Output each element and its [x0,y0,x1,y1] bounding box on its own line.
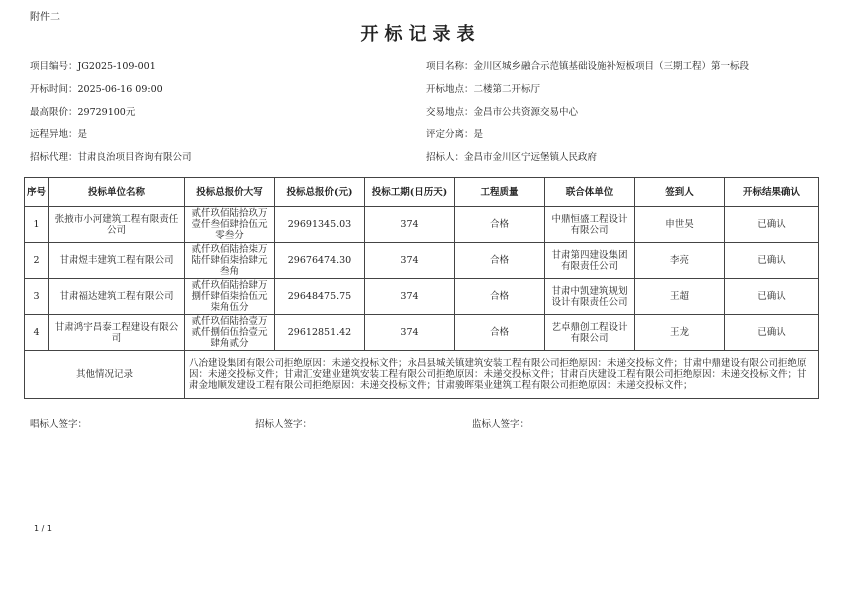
cell-quality: 合格 [455,243,545,279]
cell-confirm: 已确认 [725,315,819,351]
cell-index: 1 [25,207,49,243]
cell-price-words: 贰仟玖佰陆拾肆万捌仟肆佰柒拾伍元柒角伍分 [185,279,275,315]
cell-quality: 合格 [455,279,545,315]
table-row [25,243,819,279]
cell-bidder: 甘肃煜丰建筑工程有限公司 [49,243,185,279]
cell-quality: 合格 [455,207,545,243]
cell-confirm: 已确认 [725,207,819,243]
tenderee-signature: 招标人签字： [255,419,313,430]
cell-duration: 374 [365,315,455,351]
bid-opening-table [24,177,819,399]
table-row [25,279,819,315]
cell-bidder: 张掖市小河建筑工程有限责任公司 [49,207,185,243]
cell-duration: 374 [365,243,455,279]
cell-price: 29676474.30 [275,243,365,279]
cell-consortium: 艺卓鼎创工程设计有限公司 [545,315,635,351]
cell-confirm: 已确认 [725,243,819,279]
other-info-row [25,351,819,399]
header-duration: 投标工期(日历天) [365,178,455,207]
header-confirm: 开标结果确认 [725,178,819,207]
page-title: 开标记录表 [360,24,481,45]
header-signer: 签到人 [635,178,725,207]
cell-index: 2 [25,243,49,279]
remote-location: 远程异地：是 [30,129,88,140]
attachment-label: 附件二 [30,12,60,23]
header-index: 序号 [25,178,49,207]
max-price: 最高限价：29729100元 [30,107,136,118]
cell-bidder: 甘肃鸿宇昌泰工程建设有限公司 [49,315,185,351]
cell-consortium: 中鼎恒盛工程设计有限公司 [545,207,635,243]
other-info-label: 其他情况记录 [25,351,185,399]
table-row [25,315,819,351]
cell-index: 3 [25,279,49,315]
singer-signature: 唱标人签字： [30,419,88,430]
evaluation-separation: 评定分离：是 [426,129,484,140]
cell-index: 4 [25,315,49,351]
header-price: 投标总报价(元) [275,178,365,207]
header-quality: 工程质量 [455,178,545,207]
cell-signer: 李亮 [635,243,725,279]
tender-agent: 招标代理：甘肃良治项目咨询有限公司 [30,152,192,163]
cell-quality: 合格 [455,315,545,351]
cell-price: 29612851.42 [275,315,365,351]
table-header-row [25,178,819,207]
cell-price-words: 贰仟玖佰陆拾玖万壹仟叁佰肆拾伍元零叁分 [185,207,275,243]
tenderee: 招标人：金昌市金川区宁远堡镇人民政府 [426,152,598,163]
header-consortium: 联合体单位 [545,178,635,207]
cell-consortium: 甘肃第四建设集团有限责任公司 [545,243,635,279]
table-row [25,207,819,243]
cell-duration: 374 [365,207,455,243]
cell-signer: 王超 [635,279,725,315]
project-name: 项目名称：金川区城乡融合示范镇基础设施补短板项目（三期工程）第一标段 [426,61,750,72]
cell-price: 29648475.75 [275,279,365,315]
page-number: 1 / 1 [34,524,52,533]
cell-consortium: 甘肃中凯建筑规划设计有限责任公司 [545,279,635,315]
cell-confirm: 已确认 [725,279,819,315]
cell-signer: 申世昊 [635,207,725,243]
cell-duration: 374 [365,279,455,315]
cell-price: 29691345.03 [275,207,365,243]
supervisor-signature: 监标人签字： [472,419,530,430]
trade-place: 交易地点：金昌市公共资源交易中心 [426,107,579,118]
other-info-text: 八冶建设集团有限公司拒绝原因：未递交投标文件；永昌县城关镇建筑安装工程有限公司拒绝原因：未递交投标文件；甘肃中鼎建设有限公司拒绝原因：未递交投标文件；甘肃汇安建业建筑安装工程有限公司拒绝原因：未递交投标文件；甘肃百庆建设工程有限公司拒绝原因：未递交投标文件；甘肃金地顺发建设工程有限公司拒绝原因：未递交投标文件；甘肃骏晖渠业建筑工程有限公司拒绝原因：未递交投标文件； [185,351,819,399]
cell-bidder: 甘肃福达建筑工程有限公司 [49,279,185,315]
cell-price-words: 贰仟玖佰陆拾壹万贰仟捌佰伍拾壹元肆角贰分 [185,315,275,351]
cell-signer: 王龙 [635,315,725,351]
project-number: 项目编号：JG2025-109-001 [30,61,156,72]
header-price-words: 投标总报价大写 [185,178,275,207]
open-time: 开标时间：2025-06-16 09:00 [30,84,163,95]
cell-price-words: 贰仟玖佰陆拾柒万陆仟肆佰柒拾肆元叁角 [185,243,275,279]
header-bidder: 投标单位名称 [49,178,185,207]
open-place: 开标地点：二楼第二开标厅 [426,84,541,95]
